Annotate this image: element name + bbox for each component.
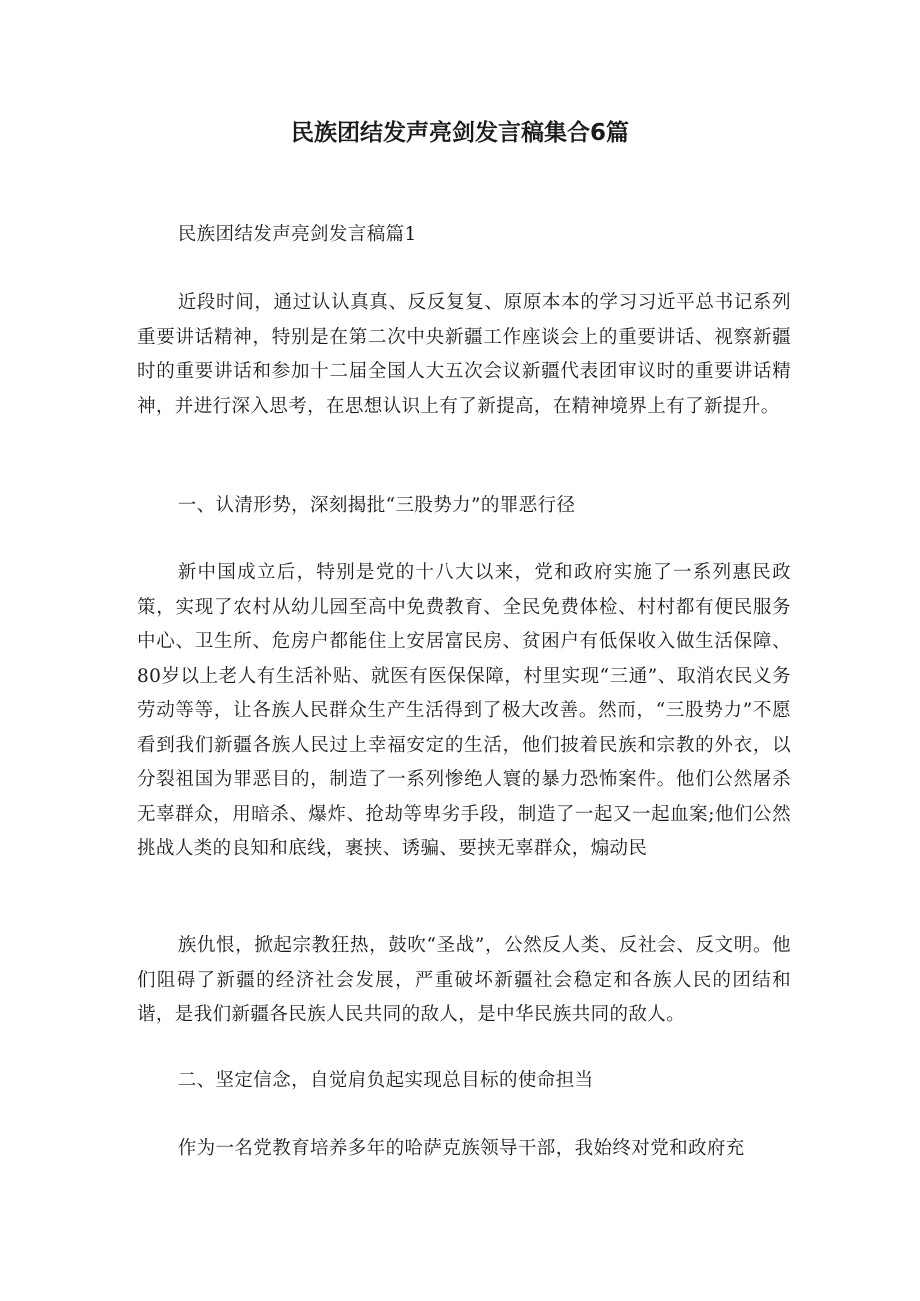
paragraph-policies: 新中国成立后，特别是党的十八大以来，党和政府实施了一系列惠民政策，实现了农村从幼儿园至高中免费教育、全民免费体检、村村都有便民服务中心、卫生所、危房户都能住上安居富民房、贫困户有低保收入做生活保障、80岁以上老人有生活补贴、就医有医保保障，村里实现“三通”、取消农民义务劳动等等，让各族人民群众生产生活得到了极大改善。然而，“三股势力”不愿看到我们新疆各族人民过上幸福安定的生活，他们披着民族和宗教的外衣，以分裂祖国为罪恶目的，制造了一系列惨绝人寰的暴力恐怖案件。他们公然屠杀无辜群众，用暗杀、爆炸、抢劫等卑劣手段，制造了一起又一起血案;他们公然挑战人类的良知和底线，裹挟、诱骗、要挟无辜群众，煽动民: [137, 562, 791, 859]
paragraph-enemies: 族仇恨，掀起宗教狂热，鼓吹“圣战”，公然反人类、反社会、反文明。他们阻碍了新疆的经济社会发展，严重破坏新疆社会稳定和各族人民的团结和谐，是我们新疆各民族人民共同的敌人，是中华民族共同的敌人。: [137, 935, 791, 1025]
section-title: 民族团结发声亮剑发言稿篇1: [177, 224, 417, 245]
document-title: 民族团结发声亮剑发言稿集合6篇: [290, 120, 629, 146]
heading-part-one: 一、认清形势，深刻揭批“三股势力”的罪恶行径: [177, 495, 576, 516]
paragraph-intro: 近段时间，通过认认真真、反反复复、原原本本的学习习近平总书记系列重要讲话精神，特别是在第二次中央新疆工作座谈会上的重要讲话、视察新疆时的重要讲话和参加十二届全国人大五次会议新疆代表团审议时的重要讲话精神，并进行深入思考，在思想认识上有了新提高，在精神境界上有了新提升。: [137, 292, 791, 417]
heading-part-two: 二、坚定信念，自觉肩负起实现总目标的使命担当: [177, 1070, 594, 1091]
paragraph-cadre: 作为一名党教育培养多年的哈萨克族领导干部，我始终对党和政府充: [177, 1138, 745, 1159]
